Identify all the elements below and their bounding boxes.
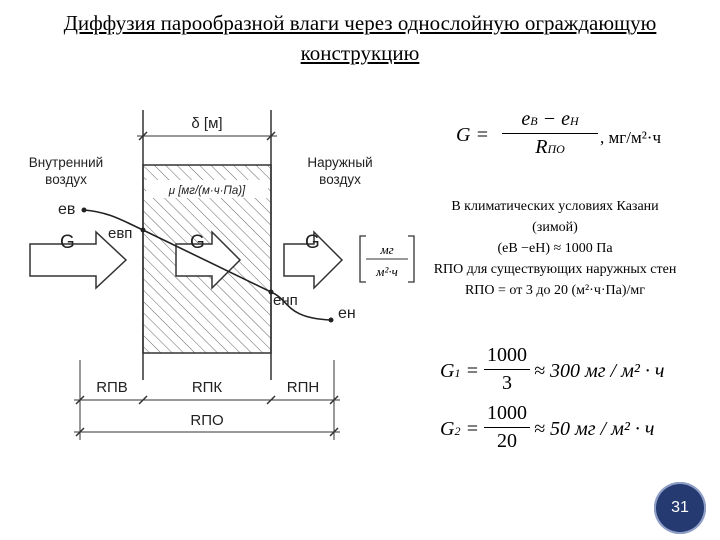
g2-numerator: 1000 <box>487 402 527 424</box>
units-bracket-right <box>408 236 414 282</box>
inner-air-label-1: Внутренний <box>28 155 104 170</box>
r-pv-label: RПВ <box>96 379 128 396</box>
outer-air-label-1: Наружный <box>307 155 373 170</box>
note-line2: (зимой) <box>532 220 578 235</box>
inner-air-label-2: воздух <box>45 172 87 187</box>
slide-title-line1: Диффузия парообразной влаги через однослойную ограждающую <box>63 11 657 35</box>
formula-denominator: RПО <box>535 136 565 158</box>
note-line4: RПО для существующих наружных стен <box>433 262 677 277</box>
r-pn-label: RПН <box>286 379 320 396</box>
page-number-badge <box>654 482 706 534</box>
units-bracket-left <box>360 236 366 282</box>
flow-label-outer: G <box>305 232 320 253</box>
units-denominator: м²·ч <box>376 264 398 279</box>
g2-denominator: 20 <box>497 430 517 452</box>
formula-lhs: G = <box>456 124 489 146</box>
outer-air-label-2: воздух <box>319 172 361 187</box>
note-line5: RПО = от 3 до 20 (м²·ч·Па)/мг <box>464 283 646 298</box>
r-pk-label: RПК <box>191 379 223 396</box>
delta-label: δ [м] <box>191 115 223 132</box>
units-numerator: мг <box>380 242 394 257</box>
page-number: 31 <box>671 499 689 516</box>
kazan-note <box>430 196 680 301</box>
flow-label-wall: G <box>190 232 205 253</box>
e-wall-inner-label: eвп <box>108 225 133 242</box>
formula-fraction <box>502 108 598 159</box>
point-e-wall-inner <box>141 228 146 233</box>
slide-title-line2: конструкцию <box>300 41 420 65</box>
g1-numerator: 1000 <box>487 344 527 366</box>
flow-label-inner: G <box>60 232 75 253</box>
formula-units: , мг/м²·ч <box>600 128 662 147</box>
formula-numerator: eВ − eН <box>521 108 579 130</box>
example-g1: G1 = 1000 3 ≈ 300 мг / м² · ч <box>440 344 665 394</box>
e-wall-outer-label: eнп <box>273 292 298 309</box>
g1-result: ≈ 300 мг / м² · ч <box>534 360 665 382</box>
e-outer-label: eн <box>338 305 356 322</box>
note-line1: В климатических условиях Казани <box>451 199 659 214</box>
main-formula <box>456 108 696 178</box>
g2-result: ≈ 50 мг / м² · ч <box>534 418 655 440</box>
g1-denominator: 3 <box>502 372 512 394</box>
mu-label: μ [мг/(м·ч·Па)] <box>168 185 246 197</box>
example-g2: G2 = 1000 20 ≈ 50 мг / м² · ч <box>440 402 655 452</box>
note-line3: (eВ −eН) ≈ 1000 Па <box>497 241 613 256</box>
r-po-label: RПО <box>190 412 224 429</box>
point-e-outer <box>329 318 334 323</box>
e-inner-label: eв <box>58 201 76 218</box>
point-e-inner <box>82 208 87 213</box>
